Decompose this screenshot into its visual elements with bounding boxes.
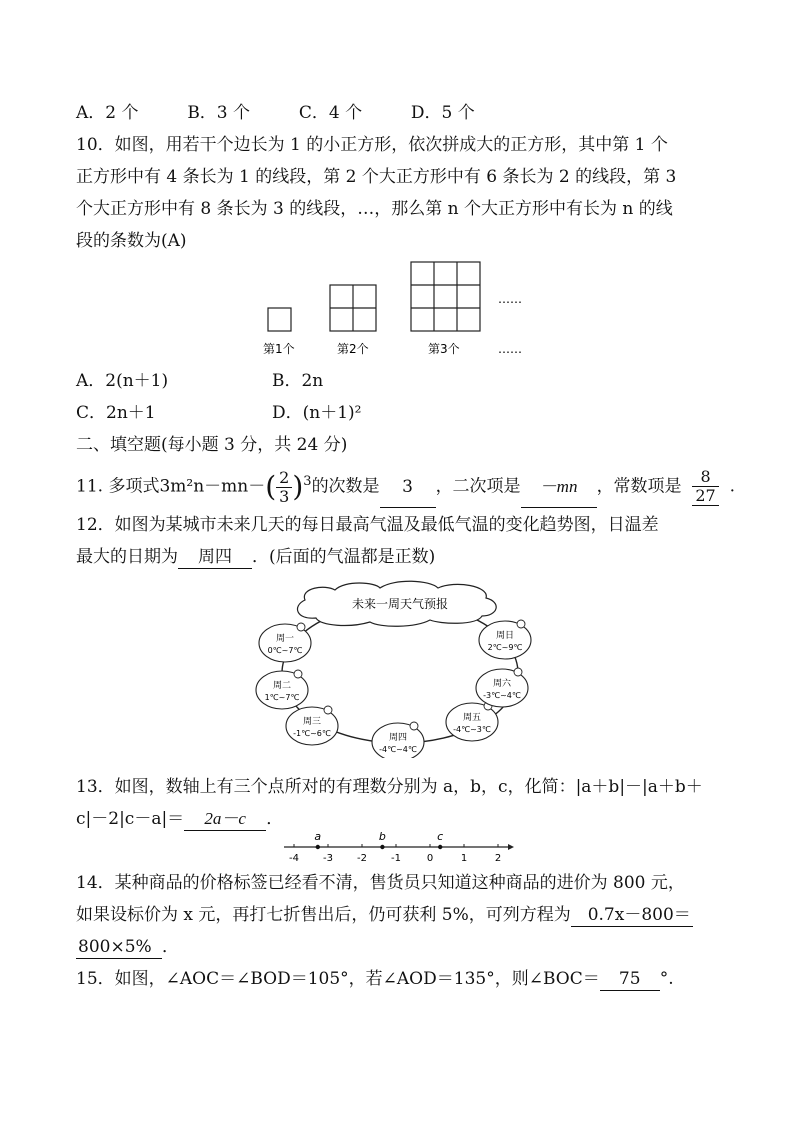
q11-mid2: ，二次项是 (435, 476, 521, 497)
day-name: 周三 (302, 717, 322, 727)
day-name: 周四 (388, 733, 408, 743)
tick-label: -1 (391, 853, 401, 864)
sun-icon (297, 623, 305, 631)
q10-option-a: A．2(n＋1) (76, 371, 169, 391)
q10-option-d: D．(n＋1)² (272, 403, 362, 423)
q11-answer-quadratic: －mn (521, 467, 597, 508)
q11-exponent: 3 (303, 474, 312, 489)
day-bubbles (256, 620, 531, 758)
section-heading: 二、填空题(每小题 3 分，共 24 分) (76, 435, 348, 455)
sun-icon (517, 620, 525, 628)
day-temp: 0℃~7℃ (267, 646, 303, 655)
q9-option-d: D．5 个 (410, 103, 475, 123)
q14-line3 (76, 936, 179, 959)
q11-frac-num: 2 (276, 469, 292, 488)
q10-options-row1 (76, 370, 323, 392)
q10-line4: 段的条数为(A) (76, 231, 187, 251)
q11-frac-den: 3 (279, 486, 290, 506)
tick-label: -3 (323, 853, 333, 864)
q12-line2 (76, 546, 435, 569)
point-c (438, 845, 442, 849)
number-line (280, 830, 520, 866)
q13-answer: 2a－c (184, 808, 266, 831)
q15-answer: 75 (600, 968, 660, 991)
q10-line3: 个大正方形中有 8 条长为 3 的线段，…，那么第 n 个大正方形中有长为 n 的线 (76, 199, 673, 219)
q10-option-c: C．2n＋1 (76, 403, 156, 423)
day-bubble (372, 722, 424, 758)
point-b (380, 845, 384, 849)
q9-option-b: B．3 个 (187, 103, 251, 123)
tick-label: 2 (494, 853, 502, 864)
day-temp: -3℃~4℃ (483, 691, 521, 700)
point-label: b (378, 830, 386, 843)
q14-answer-part2: 800×5% (76, 936, 162, 959)
weather-figure (250, 578, 550, 758)
q10-squares-figure (255, 258, 545, 358)
day-temp: 2℃~9℃ (487, 643, 523, 652)
sun-icon (410, 722, 418, 730)
day-name: 周五 (462, 713, 482, 723)
day-temp: 1℃~7℃ (264, 693, 300, 702)
sun-icon (514, 668, 522, 676)
q11-answer-degree: 3 (380, 467, 436, 508)
fig-ellipsis-bottom: …… (498, 342, 522, 356)
q14-answer-part1: 0.7x－800＝ (571, 904, 693, 927)
fig-label-1: 第1个 (263, 342, 295, 356)
point-label: c (437, 830, 444, 843)
q15-post: °. (659, 969, 674, 989)
q14-line3-post: ． (162, 937, 179, 957)
day-temp: -4℃~4℃ (379, 745, 417, 754)
q13-line2-post: ． (266, 809, 284, 829)
day-bubble (446, 702, 498, 741)
q11-prefix: 11. 多项式3m²n－mn－ (76, 476, 266, 497)
sun-icon (324, 706, 332, 714)
day-bubble (476, 668, 528, 707)
q13-line2-pre: c|－2|c－a|＝ (76, 809, 185, 829)
tick-label: 0 (426, 853, 434, 864)
q12-line1: 12．如图为某城市未来几天的每日最高气温及最低气温的变化趋势图，日温差 (76, 515, 659, 535)
day-name: 周日 (495, 631, 515, 641)
q10-options-row2 (76, 402, 361, 424)
day-temp: -4℃~3℃ (453, 725, 491, 734)
day-temp: -1℃~6℃ (293, 729, 331, 738)
day-bubble (286, 706, 338, 745)
q14-line2-pre: 如果设标价为 x 元，再打七折售出后，仍可获利 5%，可列方程为 (76, 905, 571, 925)
q12-line2-post: ．(后面的气温都是正数) (252, 547, 436, 567)
q12-line2-pre: 最大的日期为 (76, 547, 178, 567)
q11-answer-constant (682, 467, 730, 507)
cloud-title: 未来一周天气预报 (351, 597, 449, 611)
q12-answer: 周四 (178, 546, 252, 569)
tick-label: -2 (357, 853, 367, 864)
square-fig-1 (268, 308, 291, 331)
q11-ans-den: 27 (695, 486, 716, 506)
q11-fraction (276, 469, 292, 506)
point-label: a (314, 830, 322, 843)
q11-ans-num: 8 (692, 468, 718, 487)
day-name: 周一 (275, 634, 295, 644)
q10-option-b: B．2n (272, 371, 324, 391)
q10-line1: 10．如图，用若干个边长为 1 的小正方形，依次拼成大的正方形，其中第 1 个 (76, 135, 668, 155)
fig-label-3: 第3个 (428, 342, 460, 356)
day-bubble (259, 623, 311, 662)
q11-mid3: ，常数项是 (596, 476, 682, 497)
square-fig-2 (330, 285, 376, 331)
q9-options (76, 102, 475, 124)
fig-label-2: 第2个 (337, 342, 369, 356)
q14-line2 (76, 904, 693, 927)
day-bubble (256, 670, 308, 709)
sun-icon (294, 670, 302, 678)
q11: 11. 多项式3m²n－mn－( $\frac{2}{3}$ )$^3$的次数是 3 ，二次项是 －mn ，常数项是 $\frac{8}{27}$ . (76, 467, 735, 506)
q9-option-c: C．4 个 (298, 103, 363, 123)
q11-end: . (729, 476, 735, 497)
square-fig-3 (411, 262, 480, 331)
q11-mid1: 的次数是 (311, 476, 380, 497)
tick-label: 1 (460, 853, 468, 864)
q9-option-a: A．2 个 (76, 103, 139, 123)
q14-line1: 14．某种商品的价格标签已经看不清，售货员只知道这种商品的进价为 800 元， (76, 873, 685, 893)
fig-ellipsis-top: …… (498, 292, 522, 306)
q13-line2 (76, 808, 283, 831)
point-a (316, 845, 320, 849)
day-bubble (479, 620, 531, 659)
q13-line1: 13．如图，数轴上有三个点所对的有理数分别为 a，b，c，化简：|a＋b|－|a＋b＋ (76, 777, 703, 797)
tick-label: -4 (289, 853, 299, 864)
q10-line2: 正方形中有 4 条长为 1 的线段，第 2 个大正方形中有 6 条长为 2 的线段，第 3 (76, 167, 677, 187)
q15 (76, 968, 674, 991)
day-name: 周六 (492, 679, 512, 689)
q15-pre: 15．如图，∠AOC＝∠BOD＝105°，若∠AOD＝135°，则∠BOC＝ (76, 969, 600, 989)
day-name: 周二 (272, 681, 292, 691)
